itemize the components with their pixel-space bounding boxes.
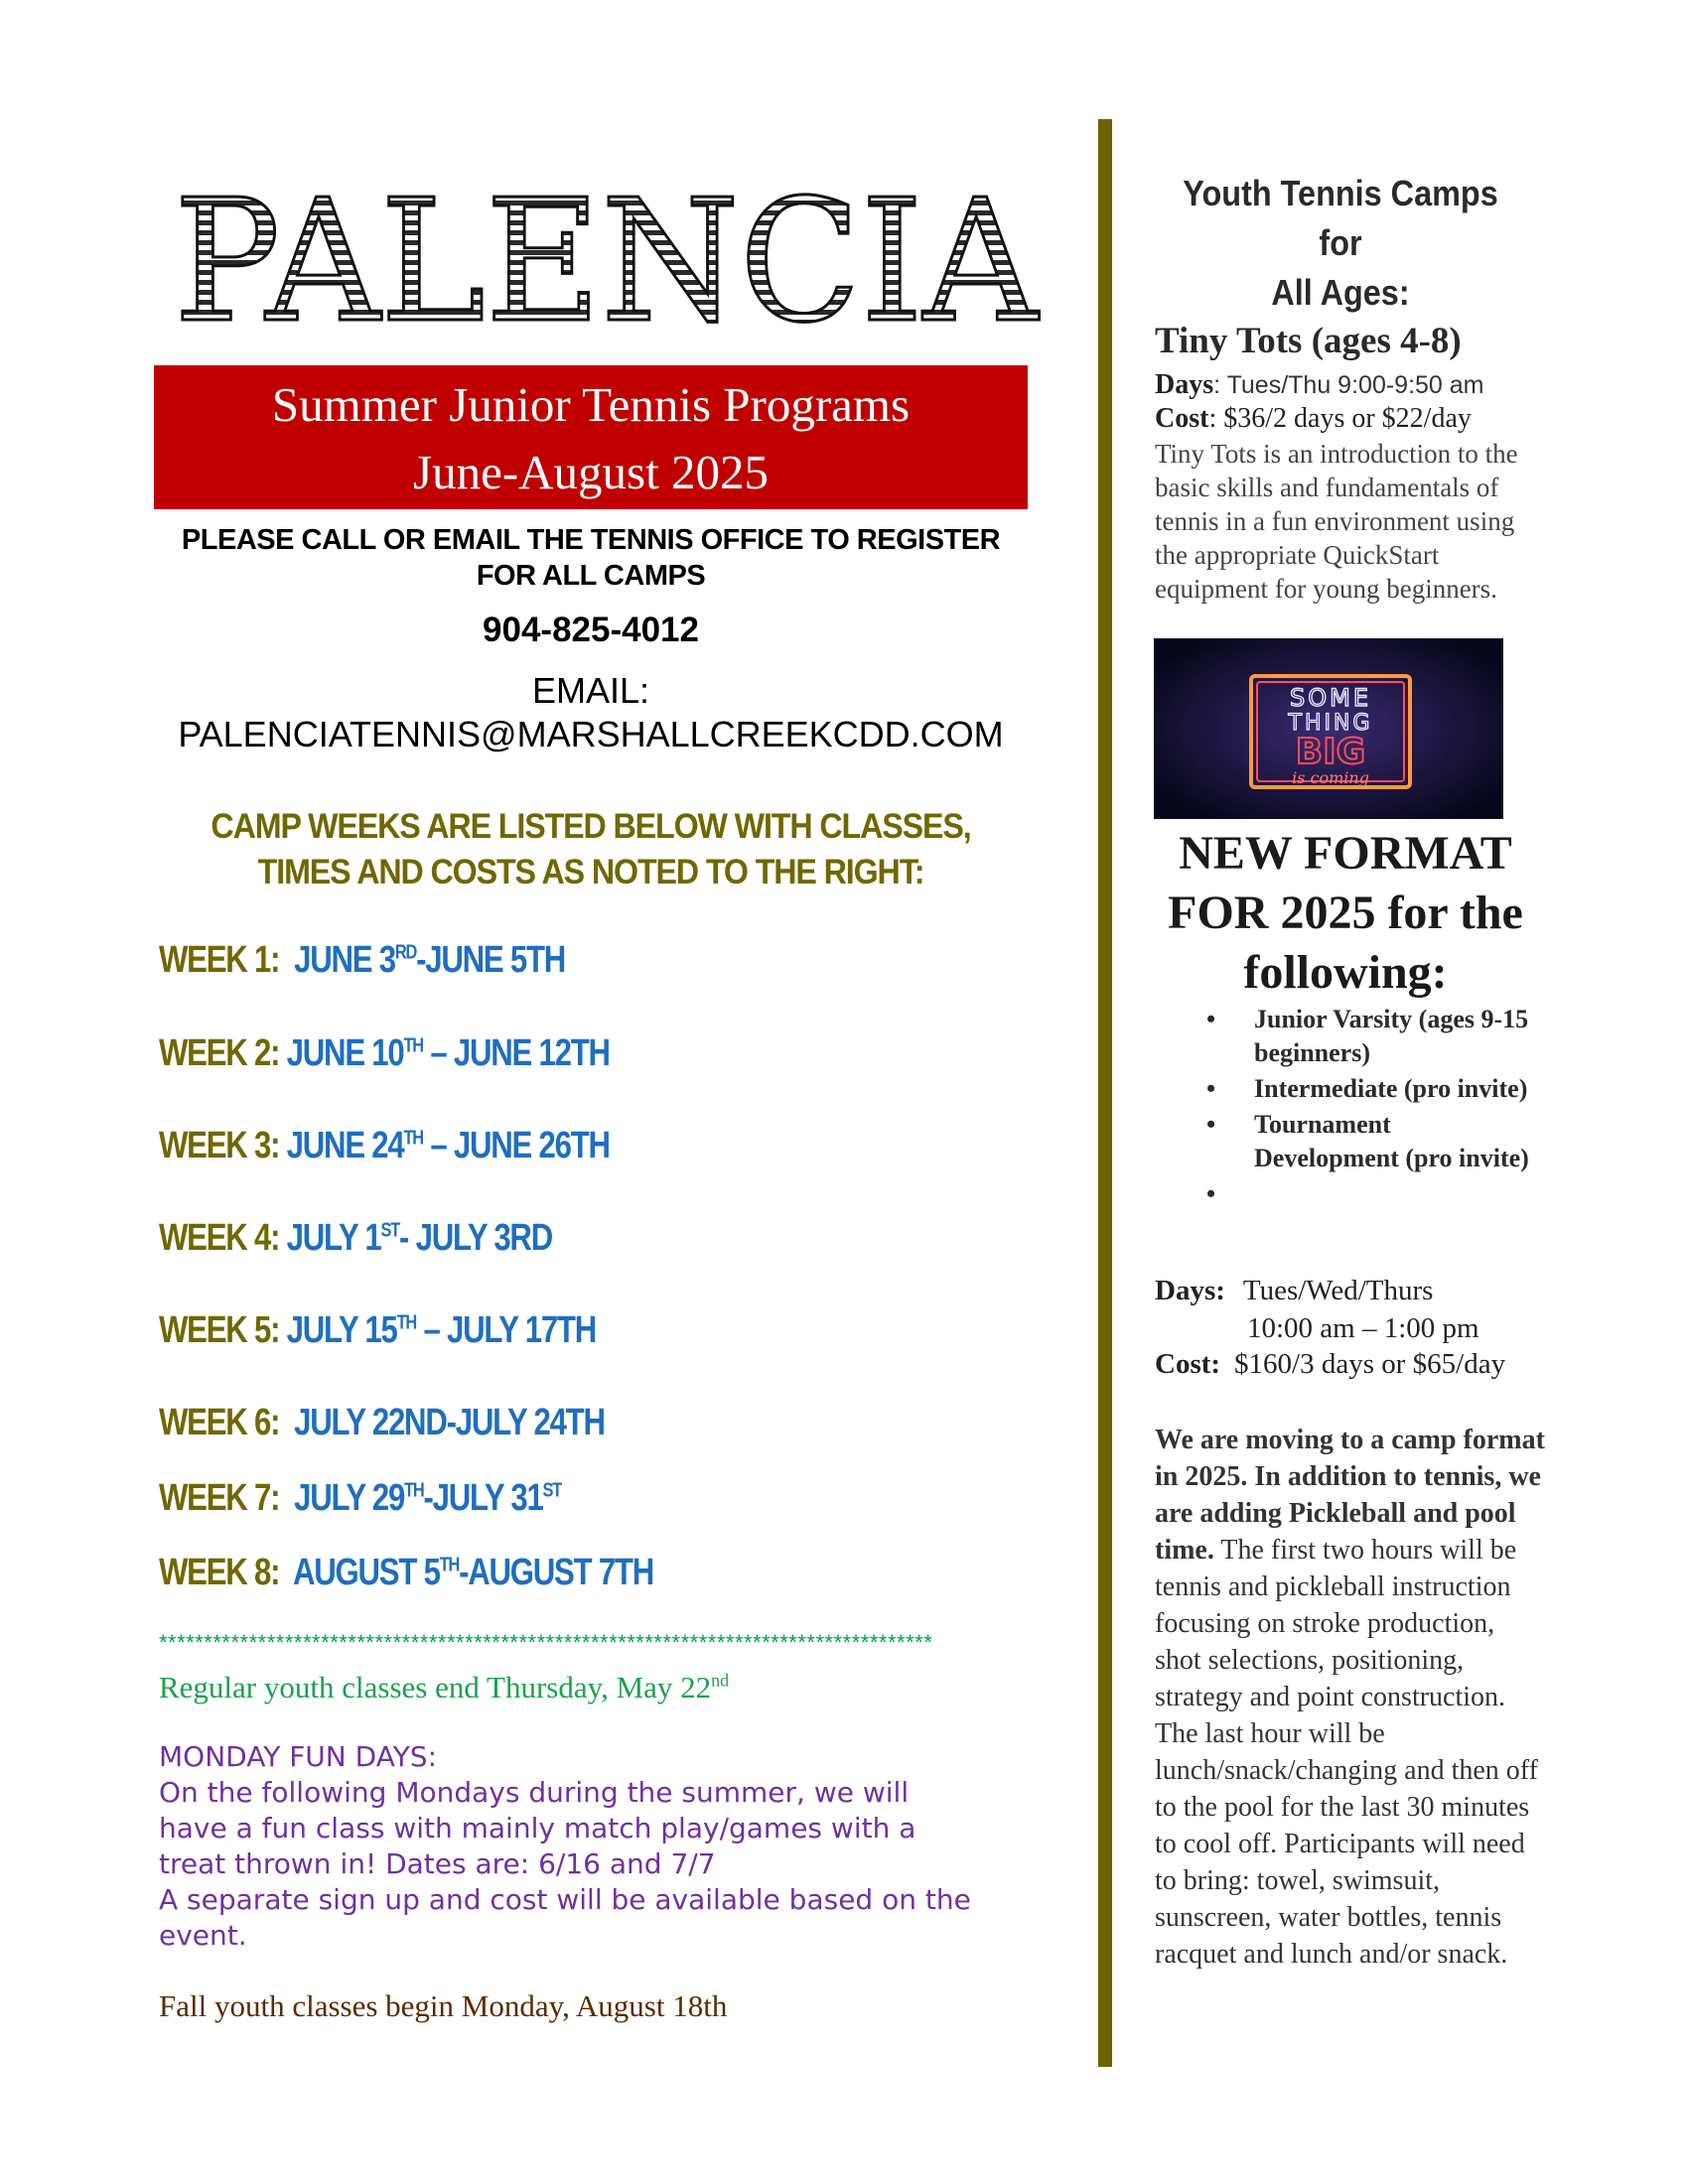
week-row [159,1477,561,1520]
asterisk-divider: ************************************************************************************** [159,1630,933,1655]
camp-format-lead: We are moving to a camp format in 2025. In addition to tennis, we are adding Pickleball and pool time. [1155,1425,1545,1566]
monday-fun-line: event. [159,1919,247,1952]
advanced-cost: Cost: $160/3 days or $65/day [1155,1348,1506,1380]
svg-text:SOME: SOME [1290,684,1371,712]
banner-dates: June-August 2025 [413,445,769,499]
camp-format-description [1155,1422,1547,1973]
week-dates: JUNE 24TH – JUNE 26TH [286,1125,610,1166]
week-label: WEEK 2: [159,1032,280,1074]
list-item: • Intermediate (pro invite) [1155,1072,1532,1106]
bullet-icon: • [1206,1005,1216,1033]
banner-title: Summer Junior Tennis Programs [271,377,911,432]
list-item: • Tournament Development (pro invite) [1206,1110,1529,1172]
week-row [159,1309,596,1352]
monday-fun-line: treat thrown in! Dates are: 6/16 and 7/7 [159,1847,716,1880]
regular-classes-note: Regular youth classes end Thursday, May 22nd [159,1670,730,1705]
svg-text:BIG: BIG [1295,732,1366,772]
email-label: EMAIL: [531,670,650,711]
tiny-tots-heading: Tiny Tots (ages 4-8) [1155,321,1462,361]
week-label: WEEK 4: [159,1217,280,1259]
monday-fun-days [159,1739,1033,1954]
week-label: WEEK 7: [159,1477,280,1519]
phone-number[interactable]: 904-825-4012 [483,611,699,649]
week-label: WEEK 3: [159,1125,280,1166]
bullet-icon: • [1206,1074,1216,1103]
week-dates: JULY 29TH-JULY 31ST [294,1477,562,1519]
week-label: WEEK 8: [159,1552,280,1593]
new-format-heading: NEW FORMAT FOR 2025 for the following: [1168,827,1523,999]
week-label: WEEK 1: [159,939,280,981]
logo-text: PALENCIA [174,164,1041,349]
week-label: WEEK 6: [159,1402,280,1443]
week-dates: JUNE 10TH – JUNE 12TH [286,1032,610,1074]
fall-classes-note: Fall youth classes begin Monday, August 18th [159,1988,728,2023]
tiny-tots-cost: Cost: $36/2 days or $22/day [1155,403,1472,434]
svg-text:is coming: is coming [1292,768,1369,787]
register-instructions: PLEASE CALL OR EMAIL THE TENNIS OFFICE TO REGISTER FOR ALL CAMPS [181,524,1001,592]
monday-fun-line: On the following Mondays during the summer, we will [159,1776,910,1809]
monday-fun-title: MONDAY FUN DAYS: [159,1740,437,1773]
program-banner [154,365,1028,509]
week-dates: AUGUST 5TH-AUGUST 7TH [292,1552,654,1593]
monday-fun-line: A separate sign up and cost will be available based on the [159,1883,971,1916]
something-big-promo-image [1154,638,1503,819]
week-row [159,1032,610,1075]
tiny-tots-days: Days: Tues/Thu 9:00-9:50 am [1155,369,1484,400]
week-row [159,939,565,982]
email-address-link[interactable]: PALENCIATENNIS@MARSHALLCREEKCDD.COM [178,714,1004,754]
advanced-time: 10:00 am – 1:00 pm [1247,1312,1479,1344]
week-dates: JUNE 3RD-JUNE 5TH [294,939,566,981]
week-label: WEEK 5: [159,1309,280,1351]
week-dates: JULY 1ST- JULY 3RD [286,1217,552,1259]
week-dates: JULY 22ND-JULY 24TH [294,1402,605,1443]
sidebar-title: Youth Tennis Camps for All Ages: [1183,173,1498,313]
tiny-tots-description: Tiny Tots is an introduction to the basic skills and fundamentals of tennis in a fun environment using the appropriate QuickStart equipment for young beginners. [1155,439,1518,604]
list-item: • Junior Varsity (ages 9-15 beginners) [1206,1005,1529,1067]
week-row [159,1125,610,1167]
week-row [159,1552,653,1594]
camp-weeks-intro: CAMP WEEKS ARE LISTED BELOW WITH CLASSES, TIMES AND COSTS AS NOTED TO THE RIGHT: [211,807,971,891]
bullet-icon: • [1206,1110,1216,1139]
advanced-days: Days: Tues/Wed/Thurs [1155,1275,1434,1306]
bullet-icon: • [1206,1179,1216,1208]
week-row [159,1402,605,1444]
week-dates: JULY 15TH – JULY 17TH [286,1309,596,1351]
camp-format-body: The first two hours will be tennis and pickleball instruction focusing on stroke production, shot selections, positioning, strategy and point construction. The last hour will be lunch/snack/changing and then off to the pool for the last 30 minutes to cool off. Participants will need to bring: towel, swimsuit, sunscreen, water bottles, tennis racquet and lunch and/or snack. [1155,1535,1538,1970]
palencia-logo [169,161,1043,349]
monday-fun-line: have a fun class with mainly match play/games with a [159,1812,916,1844]
column-divider [1098,119,1112,2067]
svg-text:THING: THING [1288,711,1373,736]
format-program-list [1155,1003,1532,1208]
week-row [159,1217,552,1260]
